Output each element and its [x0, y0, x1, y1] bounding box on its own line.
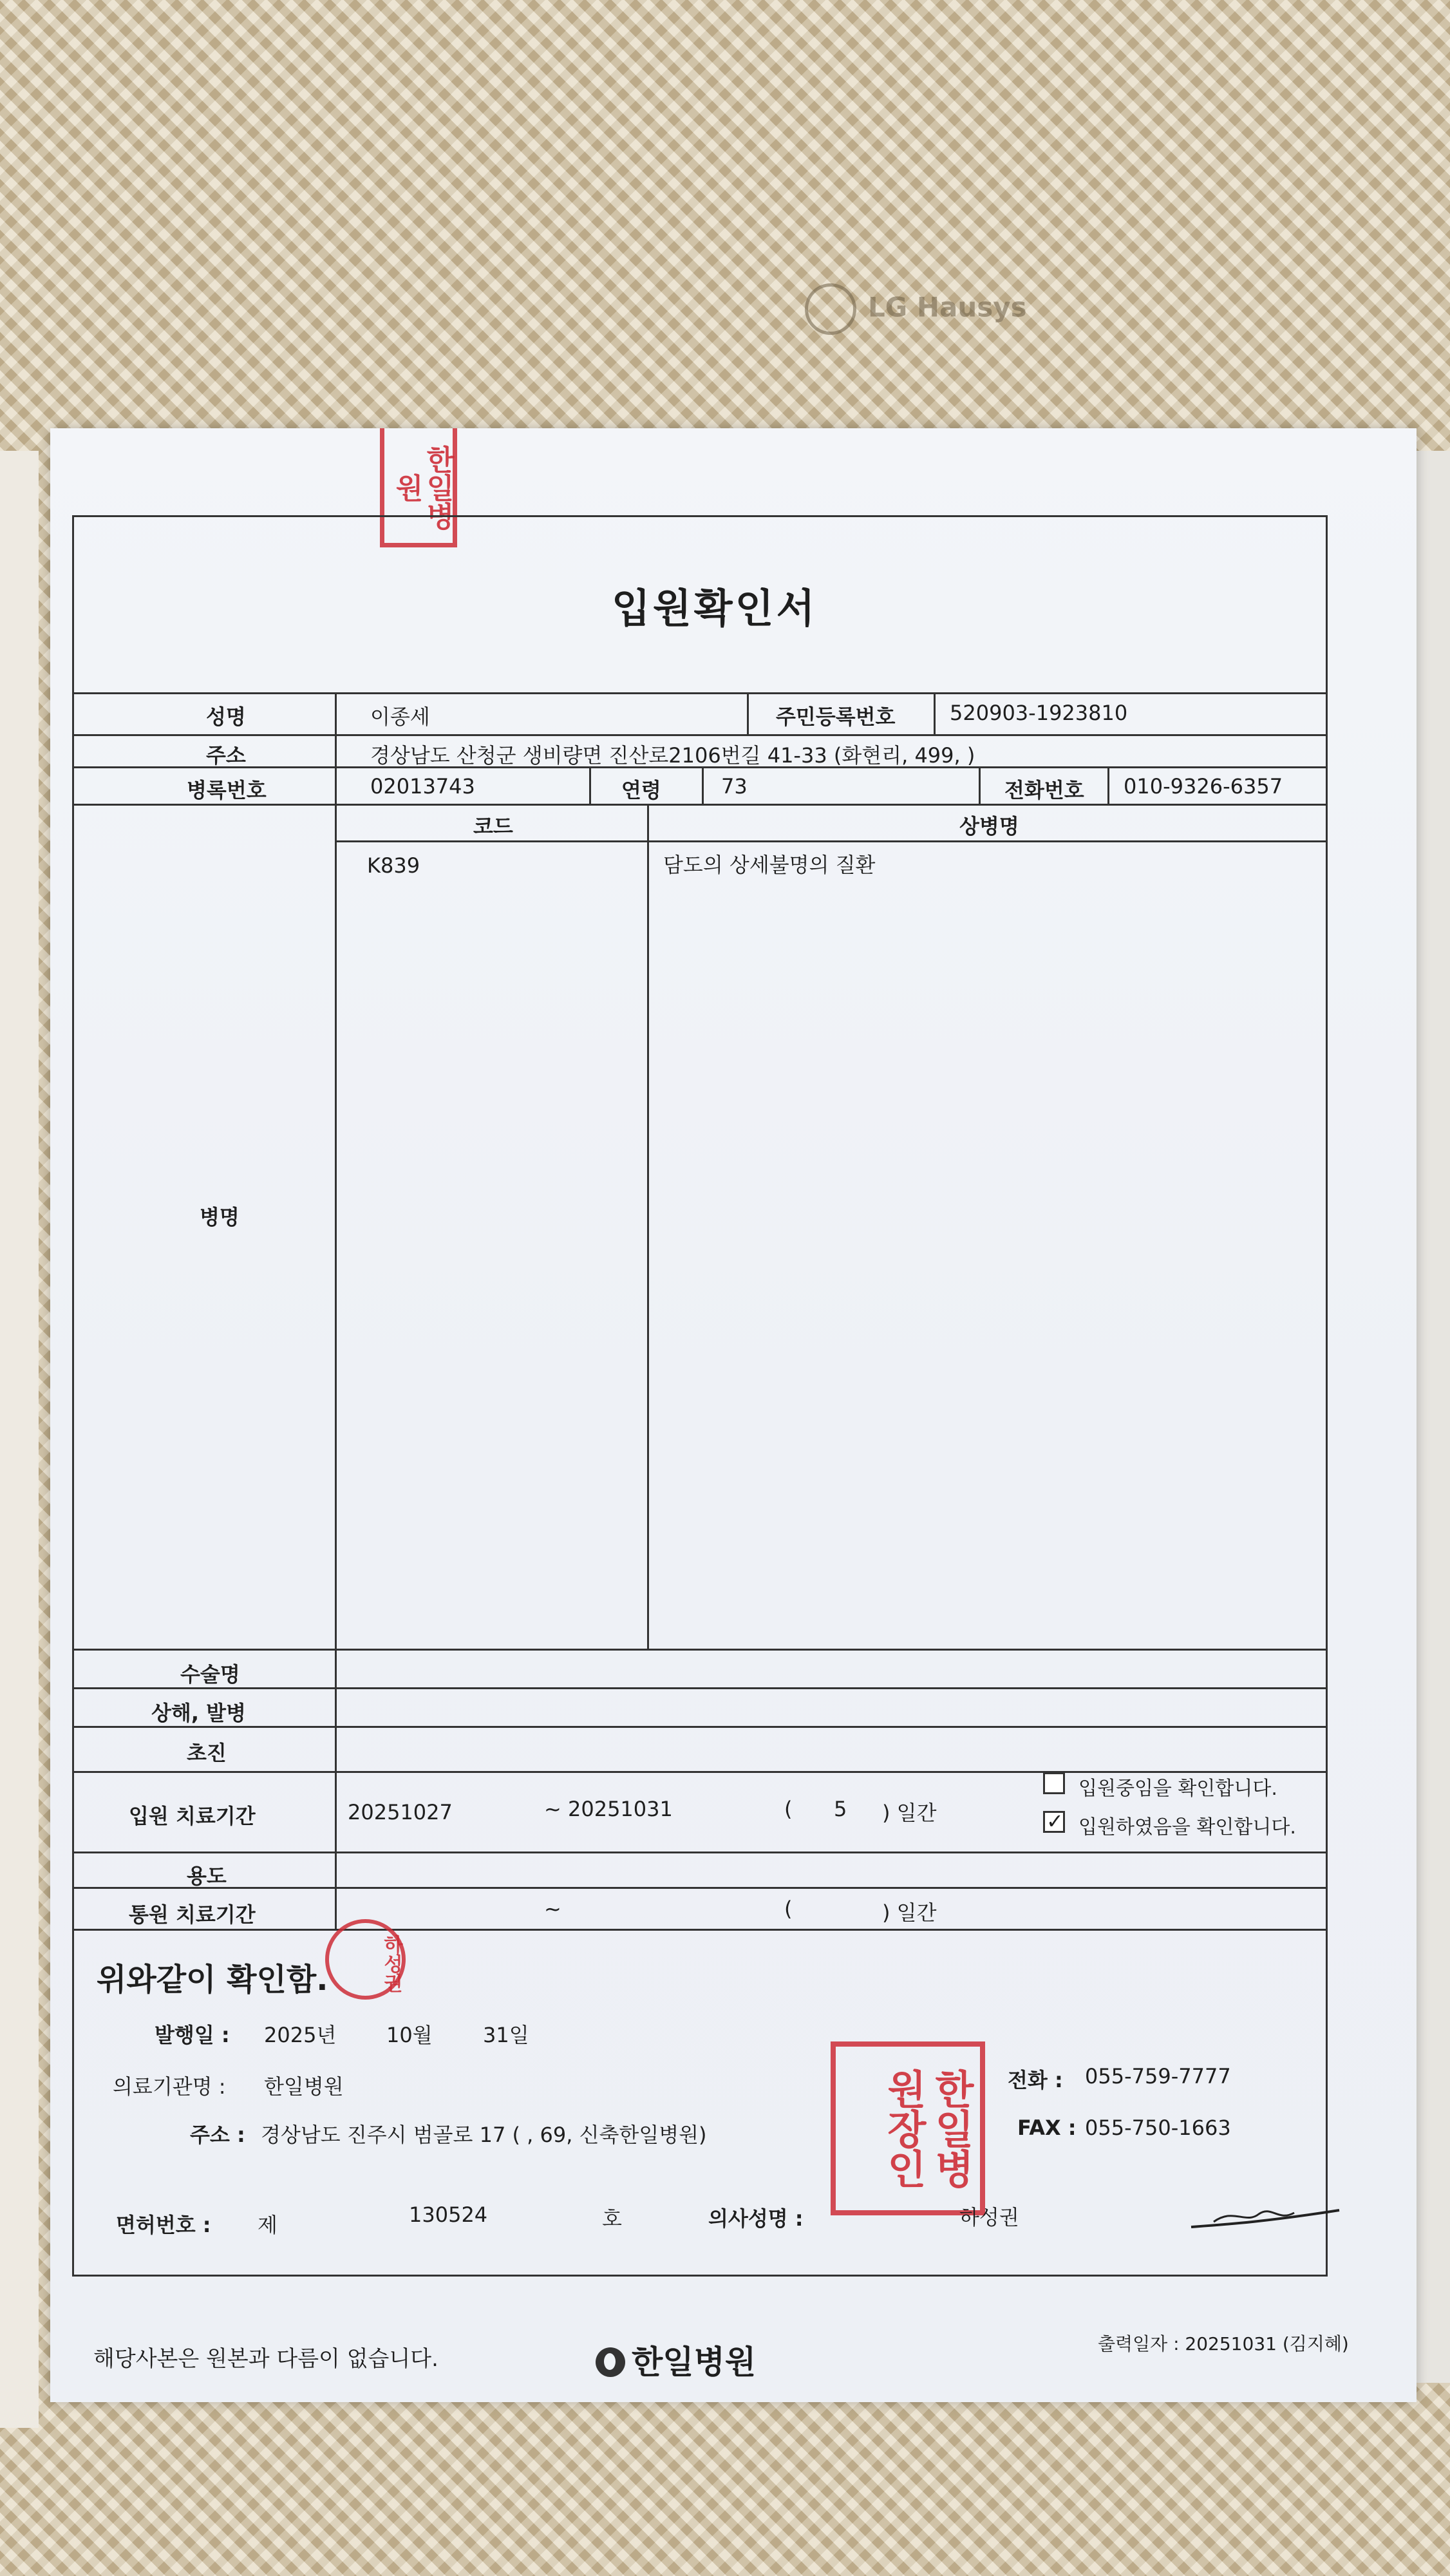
patient-rrn: 520903-1923810: [950, 701, 1128, 725]
institution-name: 한일병원: [264, 2074, 344, 2099]
check-inpatient-ongoing-label: 입원중임을 확인합니다.: [1078, 1777, 1277, 1800]
hospital-logo-text: 한일병원: [632, 2344, 757, 2381]
surgery-label: 수술명: [180, 1662, 240, 1687]
doctor-name: 하성권: [959, 2205, 1019, 2230]
checkbox-inpatient-completed[interactable]: [1043, 1811, 1065, 1833]
phone-label: 전화번호: [1004, 778, 1084, 802]
rrn-label: 주민등록번호: [776, 705, 896, 729]
mat-logo: [805, 283, 1050, 341]
name-label: 성명: [206, 705, 246, 729]
diagnosis-name-header: 상병명: [959, 814, 1019, 838]
license-suffix: 호: [602, 2206, 622, 2231]
hospital-fax: 055-750-1663: [1085, 2116, 1231, 2140]
hospital-logo: [596, 2336, 756, 2383]
patient-age: 73: [721, 774, 748, 799]
top-seal-stamp: 한일병원: [380, 428, 457, 547]
hospital-fax-label: FAX :: [1017, 2116, 1077, 2140]
hospital-phone-label: 전화 :: [1008, 2068, 1063, 2092]
inpatient-end: ~ 20251031: [544, 1797, 673, 1821]
check-inpatient-completed-label: 입원하였음을 확인합니다.: [1078, 1816, 1296, 1839]
first-visit-label: 초진: [187, 1741, 227, 1765]
issue-year: 2025년: [264, 2023, 337, 2047]
underlying-sheet-left: [0, 451, 39, 2428]
injury-label: 상해, 발병: [151, 1701, 246, 1725]
license-number: 130524: [409, 2202, 488, 2227]
issue-month: 10월: [386, 2023, 433, 2047]
hospital-logo-icon: [596, 2347, 625, 2377]
inpatient-start: 20251027: [348, 1800, 453, 1824]
document-title: 입원확인서: [612, 585, 818, 632]
doctor-round-seal: 하성권: [325, 1919, 406, 2000]
license-prefix: 제: [258, 2213, 278, 2237]
print-info: 출력일자 : 20251031 (김지혜): [1098, 2333, 1349, 2354]
inpatient-days-open: (: [784, 1797, 793, 1821]
check-mark-icon: ✓: [1046, 1809, 1064, 1833]
patient-phone: 010-9326-6357: [1124, 774, 1283, 799]
outpatient-days-open: (: [784, 1897, 793, 1921]
license-label: 면허번호 :: [116, 2213, 211, 2237]
institution-label: 의료기관명 :: [113, 2074, 226, 2099]
mat-logo-text: LG Hausys: [868, 291, 1027, 323]
code-header: 코드: [473, 814, 513, 838]
mat-logo-icon: [805, 283, 856, 335]
doctor-name-label: 의사성명 :: [708, 2206, 804, 2231]
diagnosis-name: 담도의 상세불명의 질환: [663, 853, 876, 877]
hospital-phone: 055-759-7777: [1085, 2064, 1231, 2088]
checkbox-inpatient-ongoing[interactable]: [1043, 1772, 1065, 1794]
chart-number-label: 병록번호: [187, 778, 267, 802]
outpatient-period-label: 통원 치료기간: [129, 1902, 256, 1927]
outpatient-days-close: ) 일간: [882, 1900, 937, 1925]
issue-day: 31일: [483, 2023, 529, 2047]
address-label: 주소: [206, 743, 246, 768]
disease-label: 병명: [200, 1205, 240, 1229]
hospital-address: 경상남도 진주시 범골로 17 ( , 69, 신축한일병원): [261, 2123, 707, 2147]
hospital-address-label: 주소 :: [190, 2123, 245, 2147]
issue-date-label: 발행일 :: [155, 2023, 230, 2047]
purpose-label: 용도: [187, 1864, 227, 1888]
outpatient-tilde: ~: [544, 1897, 561, 1921]
diagnosis-code: K839: [367, 853, 420, 878]
patient-name: 이종세: [370, 705, 430, 729]
inpatient-days-close: ) 일간: [882, 1801, 937, 1825]
doctor-signature: [1188, 2202, 1342, 2235]
copy-note: 해당사본은 원본과 다름이 없습니다.: [93, 2346, 438, 2372]
inpatient-period-label: 입원 치료기간: [129, 1804, 256, 1828]
age-label: 연령: [621, 778, 661, 802]
patient-address: 경상남도 산청군 생비량면 진산로2106번길 41-33 (화현리, 499, ): [370, 743, 975, 768]
hospital-director-seal: 한일병원장인: [831, 2041, 985, 2215]
confirm-statement: 위와같이 확인함.: [97, 1962, 328, 1998]
patient-chart-number: 02013743: [370, 774, 475, 799]
inpatient-days: 5: [834, 1797, 847, 1821]
